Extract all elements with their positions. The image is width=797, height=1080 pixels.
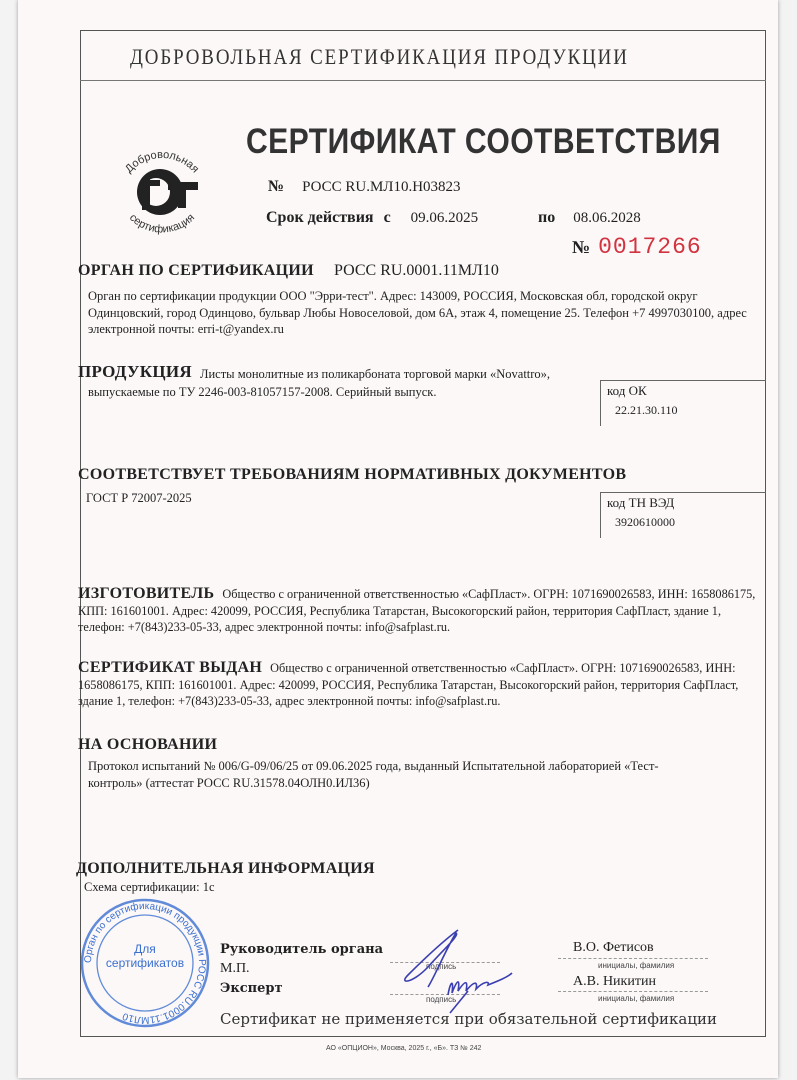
basis-heading: НА ОСНОВАНИИ [78,736,218,753]
head-label: Руководитель органа [220,942,384,957]
issued-block [78,660,760,710]
expert-sign-caption: подпись [426,995,457,1004]
svg-text:Добровольная: Добровольная [122,148,202,176]
certificate-page [18,0,778,1078]
head-name-line [558,958,708,959]
product-line2: выпускаемые по ТУ 2246-003-81057157-2008. Серийный выпуск. [88,385,437,399]
head-sign-caption: подпись [426,962,457,971]
rst-logo [98,140,228,240]
conforms-doc: ГОСТ Р 72007-2025 [86,491,192,505]
validity-from: 09.06.2025 [410,210,479,226]
tnved-code-box [600,492,766,538]
stamp-seal [80,898,210,1028]
svg-text:сертификация: сертификация [126,211,198,236]
organ-code: РОСС RU.0001.11МЛ10 [334,262,499,279]
blank-number: 0017266 [598,234,702,260]
expert-name-line [558,991,708,992]
tnved-code-label: код ТН ВЭД [607,495,675,510]
expert-name: А.В. Никитин [573,974,656,989]
issued-heading: СЕРТИФИКАТ ВЫДАН [78,659,263,676]
head-name-caption: инициалы, фамилия [598,961,675,970]
validity-row [266,209,478,227]
certificate-title: СЕРТИФИКАТ СООТВЕТСТВИЯ [246,122,721,161]
number-label: № [268,178,285,195]
divider [80,80,766,81]
printer-footer: АО «ОПЦИОН», Москва, 2025 г., «Б». ТЗ № 242 [326,1045,482,1052]
tnved-code: 3920610000 [615,515,675,529]
manufacturer-text: Общество с ограниченной ответственностью «СафПласт». ОГРН: 1071690026583, ИНН: 1658086175, КПП: 161601001. Адрес: 420099, РОССИЯ, Республика Татарстан, Высокогорский район, территория СафПласт, здание 1, телефон: +7(843)233-05-33, адрес электронной почты: info@safplast.ru. [78,587,756,634]
header: ДОБРОВОЛЬНАЯ СЕРТИФИКАЦИЯ ПРОДУКЦИИ [130,44,629,69]
validity-to-label: по [538,209,556,226]
signatures-handwritten [388,925,528,1020]
mp-label: М.П. [220,961,250,976]
certificate-number-row [268,178,461,196]
blank-number-row [572,234,702,260]
blank-number-label: № [572,237,591,257]
basis-text: Протокол испытаний № 006/G-09/06/25 от 09.06.2025 года, выданный Испытательной лабораторией «Тест-контроль» (аттестат РОСС RU.31578.04ОЛН0.ИЛ36) [88,759,659,790]
head-name: В.О. Фетисов [573,940,654,955]
stamp-inner-text: Для сертификатов [105,942,185,970]
okpd-code-label: код ОК [607,383,647,398]
organ-heading: ОРГАН ПО СЕРТИФИКАЦИИ [78,262,314,279]
validity-label: Срок действия [266,209,374,226]
expert-name-caption: инициалы, фамилия [598,994,675,1003]
conforms-heading: СООТВЕТСТВУЕТ ТРЕБОВАНИЯМ НОРМАТИВНЫХ ДОКУМЕНТОВ [78,466,627,483]
manufacturer-block [78,586,760,636]
expert-label: Эксперт [220,981,283,996]
manufacturer-heading: ИЗГОТОВИТЕЛЬ [78,585,215,602]
okpd-code-box [600,380,766,426]
validity-to: 08.06.2028 [573,210,641,226]
okpd-code: 22.21.30.110 [615,403,678,417]
additional-heading: ДОПОЛНИТЕЛЬНАЯ ИНФОРМАЦИЯ [76,860,375,877]
validity-from-label: с [383,209,391,226]
stamp-outer-text: Орган по сертификации продукции РОСС RU.0001.11МЛ10 [82,900,208,1026]
issued-text: Общество с ограниченной ответственностью «СафПласт». ОГРН: 1071690026583, ИНН: 1658086175, КПП: 161601001. Адрес: 420099, РОССИЯ, Республика Татарстан, Высокогорский район, территория СафПласт, здание 1, телефон: +7(843)233-05-33, адрес электронной почты: info@safplast.ru. [78,661,739,708]
product-line1: Листы монолитные из поликарбоната торговой марки «Novattro», [200,367,551,381]
additional-text: Схема сертификации: 1с [84,880,215,894]
certificate-number: РОСС RU.МЛ10.Н03823 [302,179,461,195]
voluntary-notice: Сертификат не применяется при обязательной сертификации [220,1010,717,1028]
product-heading: ПРОДУКЦИЯ [78,362,193,381]
validity-to-row [538,209,641,227]
organ-text: Орган по сертификации продукции ООО "Эрри-тест". Адрес: 143009, РОССИЯ, Московская обл, городской округ Одинцовский, город Одинцово, бульвар Любы Новоселовой, дом 6А, этаж 4, помещение 25. Телефон +7 4997030100, адрес электронной почты: erri-t@yandex.ru [88,289,747,336]
